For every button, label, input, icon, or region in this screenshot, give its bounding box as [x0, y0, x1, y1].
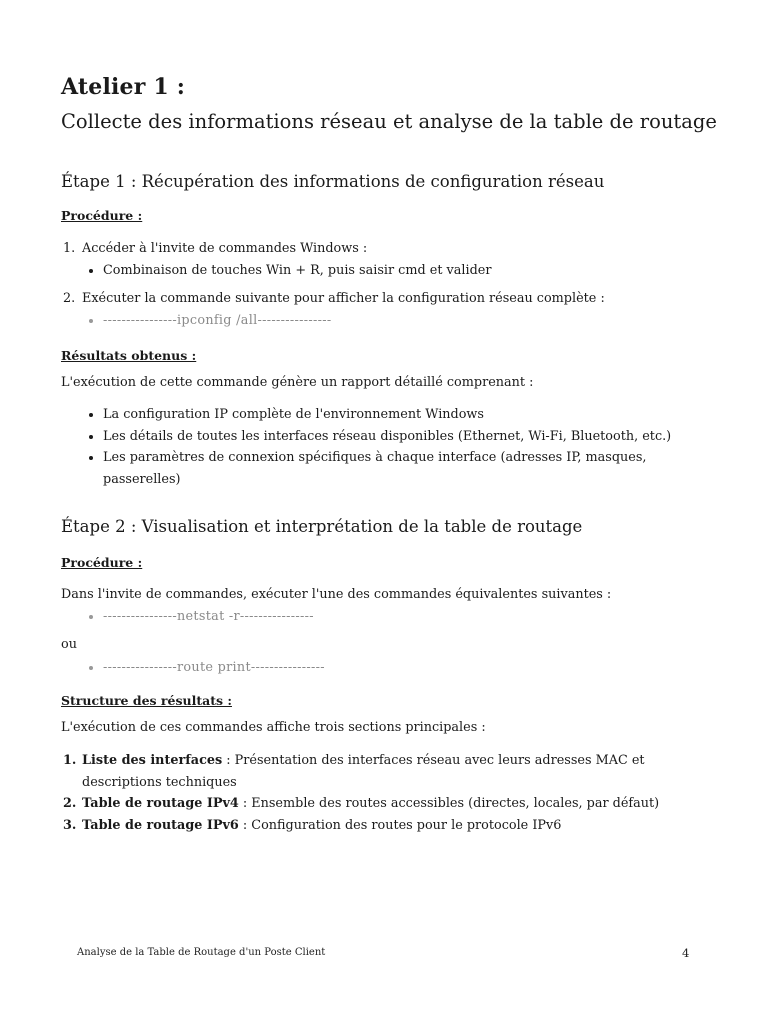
step2-command-1 — [61, 606, 701, 628]
step2-structure-intro: L'exécution de ces commandes affiche trois sections principales : — [61, 720, 486, 735]
item-text: Exécuter la commande suivante pour afficher la configuration réseau complète : — [82, 291, 605, 306]
step1-results-list — [61, 404, 701, 490]
item-bold: Table de routage IPv6 — [82, 817, 239, 833]
page-subtitle: Collecte des informations réseau et analyse de la table de routage — [61, 110, 717, 133]
step2-heading: Étape 2 : Visualisation et interprétation de la table de routage — [61, 517, 583, 536]
command-text: ----------------ipconfig /all---------------- — [103, 312, 332, 328]
page-title: Atelier 1 : — [61, 74, 186, 100]
item-number: 2. — [63, 291, 76, 306]
item-number: 1. — [63, 241, 76, 256]
item-text: : Ensemble des routes accessibles (directes, locales, par défaut) — [238, 796, 660, 811]
list-item — [61, 815, 661, 837]
item-text: : Présentation des interfaces réseau avec leurs adresses MAC et descriptions techniques — [82, 753, 645, 790]
step2-sections-list — [61, 750, 661, 836]
list-item: La configuration IP complète de l'environnement Windows — [85, 404, 701, 426]
list-item — [61, 238, 711, 281]
sub-item — [85, 260, 711, 282]
list-item: Les paramètres de connexion spécifiques à chaque interface (adresses IP, masques, passerelles) — [85, 447, 663, 490]
command-text: ----------------netstat -r---------------- — [103, 609, 314, 624]
step2-intro: Dans l'invite de commandes, exécuter l'une des commandes équivalentes suivantes : — [61, 587, 612, 602]
item-number: 3. — [63, 817, 77, 833]
step1-procedure-label: Procédure : — [61, 208, 143, 223]
command-line — [85, 657, 701, 679]
step1-heading: Étape 1 : Récupération des informations de configuration réseau — [61, 172, 605, 191]
page-number: 4 — [682, 946, 690, 960]
item-text: : Configuration des routes pour le protocole IPv6 — [238, 817, 562, 833]
item-number: 1. — [63, 753, 77, 768]
footer-title: Analyse de la Table de Routage d'un Poste Client — [77, 947, 326, 958]
command-text: ----------------route print---------------- — [103, 660, 325, 675]
item-text: Accéder à l'invite de commandes Windows : — [82, 241, 368, 256]
command-line — [85, 310, 711, 332]
list-item: Les détails de toutes les interfaces réseau disponibles (Ethernet, Wi-Fi, Bluetooth, etc.) — [85, 426, 701, 448]
command-line — [85, 606, 701, 628]
item-number: 2. — [63, 796, 77, 811]
list-item — [61, 750, 661, 793]
item-bold: Table de routage IPv4 — [82, 796, 239, 811]
list-item — [61, 793, 661, 815]
step1-results-label: Résultats obtenus : — [61, 348, 197, 363]
step2-procedure-label: Procédure : — [61, 555, 143, 570]
step2-structure-label: Structure des résultats : — [61, 693, 232, 708]
step1-procedure-list — [61, 238, 711, 331]
step2-or: ou — [61, 637, 77, 652]
list-item — [61, 288, 711, 331]
step2-command-2 — [61, 657, 701, 679]
step1-results-intro: L'exécution de cette commande génère un rapport détaillé comprenant : — [61, 375, 534, 390]
sub-item-text: Combinaison de touches Win + R, puis saisir cmd et valider — [103, 262, 492, 278]
item-bold: Liste des interfaces — [82, 753, 223, 768]
